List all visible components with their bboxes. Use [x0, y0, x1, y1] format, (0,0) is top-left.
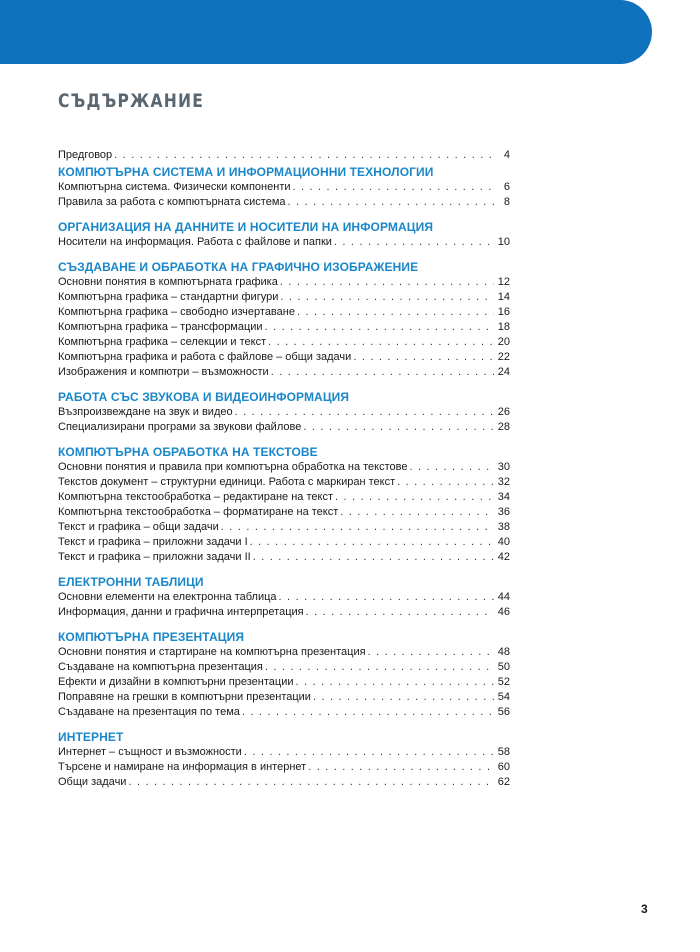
section-heading[interactable]: КОМПЮТЪРНА ПРЕЗЕНТАЦИЯ: [58, 630, 245, 644]
leader-dots: [288, 195, 494, 210]
toc-entry[interactable]: [58, 365, 510, 380]
toc-entry-page: 28: [497, 421, 510, 433]
toc-entry-page: 30: [497, 461, 510, 473]
toc-entry-page: 32: [497, 476, 510, 488]
leader-dots: [268, 335, 494, 350]
toc-entry-label: Текст и графика – приложни задачи I: [58, 536, 248, 548]
toc-entry-page: 36: [497, 506, 510, 518]
leader-dots: [409, 460, 494, 475]
table-of-contents: [58, 148, 510, 799]
toc-entry-label: Компютърна графика – трансформации: [58, 321, 263, 333]
toc-entry-label: Основни понятия в компютърната графика: [58, 276, 278, 288]
toc-entry[interactable]: [58, 475, 510, 490]
toc-entry-label: Ефекти и дизайни в компютърни презентации: [58, 676, 294, 688]
toc-entry-page: 8: [503, 196, 510, 208]
toc-section: [58, 389, 510, 435]
toc-entry-page: 6: [503, 181, 510, 193]
toc-entry-label: Изображения и компютри – възможности: [58, 366, 269, 378]
leader-dots: [265, 320, 494, 335]
toc-section: [58, 219, 510, 250]
leader-dots: [353, 350, 494, 365]
toc-entry-page: 58: [497, 746, 510, 758]
leader-dots: [221, 520, 494, 535]
toc-entry[interactable]: [58, 520, 510, 535]
toc-entry[interactable]: [58, 305, 510, 320]
toc-entry-label: Основни понятия и стартиране на компютърна презентация: [58, 646, 366, 658]
toc-entry-label: Основни елементи на електронна таблица: [58, 591, 277, 603]
toc-entry-page: 4: [503, 149, 510, 161]
toc-entry-label: Компютърна графика – селекции и текст: [58, 336, 267, 348]
toc-entry-page: 42: [497, 551, 510, 563]
toc-entry[interactable]: [58, 320, 510, 335]
toc-entry[interactable]: [58, 180, 510, 195]
leader-dots: [308, 760, 494, 775]
toc-entry[interactable]: [58, 760, 510, 775]
toc-entry[interactable]: [58, 490, 510, 505]
toc-entry-page: 60: [497, 761, 510, 773]
leader-dots: [271, 365, 494, 380]
toc-section: [58, 729, 510, 790]
leader-dots: [293, 180, 495, 195]
toc-entry[interactable]: [58, 675, 510, 690]
toc-entry-label: Текст и графика – общи задачи: [58, 521, 219, 533]
toc-entry-label: Търсене и намиране на информация в интернет: [58, 761, 307, 773]
toc-entry-page: 46: [497, 606, 510, 618]
toc-entry[interactable]: [58, 550, 510, 565]
toc-entry-label: Информация, данни и графична интерпретация: [58, 606, 304, 618]
section-heading[interactable]: КОМПЮТЪРНА ОБРАБОТКА НА ТЕКСТОВЕ: [58, 445, 318, 459]
toc-entry-label: Създаване на презентация по тема: [58, 706, 240, 718]
toc-entry[interactable]: [58, 690, 510, 705]
leader-dots: [242, 705, 494, 720]
toc-entry-label: Текстов документ – структурни единици. Работа с маркиран текст: [58, 476, 396, 488]
toc-entry[interactable]: [58, 235, 510, 250]
toc-section: [58, 574, 510, 620]
toc-entry-page: 26: [497, 406, 510, 418]
section-heading[interactable]: ОРГАНИЗАЦИЯ НА ДАННИТЕ И НОСИТЕЛИ НА ИНФОРМАЦИЯ: [58, 220, 434, 234]
toc-entry[interactable]: [58, 335, 510, 350]
leader-dots: [313, 690, 494, 705]
toc-entry-page: 52: [497, 676, 510, 688]
toc-entry-page: 14: [497, 291, 510, 303]
toc-entry-page: 54: [497, 691, 510, 703]
toc-entry-page: 24: [497, 366, 510, 378]
toc-entry-page: 18: [497, 321, 510, 333]
toc-entry-page: 62: [497, 776, 510, 788]
section-heading[interactable]: КОМПЮТЪРНА СИСТЕМА И ИНФОРМАЦИОННИ ТЕХНОЛОГИИ: [58, 165, 434, 179]
leader-dots: [306, 605, 494, 620]
toc-entry-label: Компютърна графика – стандартни фигури: [58, 291, 279, 303]
toc-section: [58, 259, 510, 380]
toc-entry[interactable]: [58, 505, 510, 520]
leader-dots: [397, 475, 494, 490]
toc-entry[interactable]: [58, 660, 510, 675]
toc-entry[interactable]: [58, 645, 510, 660]
section-heading[interactable]: СЪЗДАВАНЕ И ОБРАБОТКА НА ГРАФИЧНО ИЗОБРАЖЕНИЕ: [58, 260, 419, 274]
toc-entry[interactable]: [58, 290, 510, 305]
leader-dots: [253, 550, 494, 565]
toc-entry-label: Възпроизвеждане на звук и видео: [58, 406, 233, 418]
leader-dots: [244, 745, 494, 760]
toc-entry-label: Специализирани програми за звукови файлове: [58, 421, 302, 433]
section-heading[interactable]: ИНТЕРНЕТ: [58, 730, 124, 744]
leader-dots: [114, 148, 494, 163]
leader-dots: [296, 675, 495, 690]
toc-entry[interactable]: [58, 420, 510, 435]
toc-entry[interactable]: [58, 405, 510, 420]
toc-entry-label: Носители на информация. Работа с файлове и папки: [58, 236, 332, 248]
page-number: 3: [641, 902, 648, 916]
toc-section: [58, 629, 510, 720]
toc-entry-page: 20: [497, 336, 510, 348]
toc-entry-label: Компютърна текстообработка – форматиране на текст: [58, 506, 339, 518]
toc-entry[interactable]: [58, 350, 510, 365]
toc-entry-intro[interactable]: [58, 148, 510, 163]
toc-section: [58, 164, 510, 210]
toc-section: [58, 444, 510, 565]
toc-entry-page: 40: [497, 536, 510, 548]
leader-dots: [340, 505, 494, 520]
toc-entry[interactable]: [58, 775, 510, 790]
toc-entry-label: Предговор: [58, 149, 113, 161]
leader-dots: [334, 235, 494, 250]
leader-dots: [280, 290, 494, 305]
toc-entry[interactable]: [58, 460, 510, 475]
toc-entry[interactable]: [58, 705, 510, 720]
toc-entry-label: Компютърна графика и работа с файлове – общи задачи: [58, 351, 352, 363]
toc-entry-page: 48: [497, 646, 510, 658]
toc-entry-label: Общи задачи: [58, 776, 127, 788]
toc-entry[interactable]: [58, 275, 510, 290]
leader-dots: [279, 590, 494, 605]
toc-entry-page: 44: [497, 591, 510, 603]
toc-entry[interactable]: [58, 535, 510, 550]
toc-entry-label: Компютърна текстообработка – редактиране на текст: [58, 491, 333, 503]
leader-dots: [303, 420, 494, 435]
section-heading[interactable]: ЕЛЕКТРОННИ ТАБЛИЦИ: [58, 575, 204, 589]
leader-dots: [128, 775, 494, 790]
toc-entry-page: 50: [497, 661, 510, 673]
toc-entry-label: Поправяне на грешки в компютърни презентации: [58, 691, 311, 703]
top-banner: [0, 0, 652, 64]
toc-entry-label: Компютърна система. Физически компоненти: [58, 181, 291, 193]
toc-entry-page: 22: [497, 351, 510, 363]
leader-dots: [335, 490, 494, 505]
toc-entry[interactable]: [58, 590, 510, 605]
toc-entry-label: Интернет – същност и възможности: [58, 746, 242, 758]
toc-entry-label: Текст и графика – приложни задачи II: [58, 551, 251, 563]
toc-entry[interactable]: [58, 605, 510, 620]
toc-entry[interactable]: [58, 195, 510, 210]
toc-entry-page: 56: [497, 706, 510, 718]
toc-entry-page: 12: [497, 276, 510, 288]
leader-dots: [250, 535, 494, 550]
page-title: СЪДЪРЖАНИЕ: [58, 90, 205, 112]
leader-dots: [265, 660, 494, 675]
toc-entry-label: Създаване на компютърна презентация: [58, 661, 263, 673]
toc-entry-label: Основни понятия и правила при компютърна обработка на текстове: [58, 461, 408, 473]
leader-dots: [368, 645, 494, 660]
toc-entry-page: 16: [497, 306, 510, 318]
leader-dots: [280, 275, 494, 290]
leader-dots: [235, 405, 494, 420]
toc-entry-label: Правила за работа с компютърната система: [58, 196, 286, 208]
leader-dots: [297, 305, 494, 320]
section-heading[interactable]: РАБОТА СЪС ЗВУКОВА И ВИДЕОИНФОРМАЦИЯ: [58, 390, 350, 404]
toc-entry-page: 38: [497, 521, 510, 533]
toc-entry-label: Компютърна графика – свободно изчертаване: [58, 306, 295, 318]
toc-entry-page: 34: [497, 491, 510, 503]
toc-entry[interactable]: [58, 745, 510, 760]
toc-entry-page: 10: [497, 236, 510, 248]
